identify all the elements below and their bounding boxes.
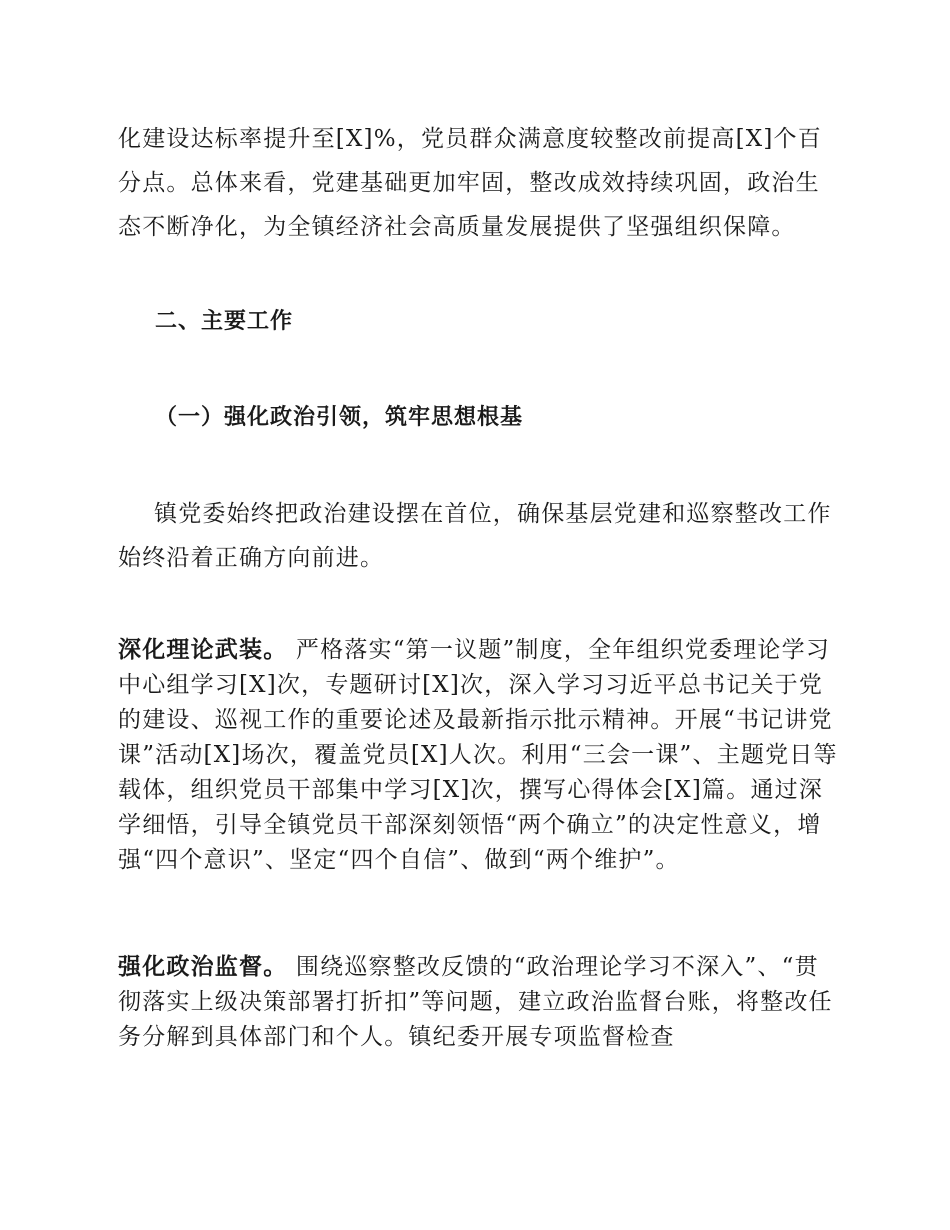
paragraph-political-construction: 镇党委始终把政治建设摆在首位，确保基层党建和巡察整改工作始终沿着正确方向前进。 bbox=[118, 501, 832, 571]
heading-political-leadership: （一）强化政治引领，筑牢思想根基 bbox=[155, 405, 524, 430]
paragraph-lead-supervision: 强化政治监督。 bbox=[118, 954, 288, 980]
paragraph-body-supervision: 围绕巡察整改反馈的“政治理论学习不深入”、“贯彻落实上级决策部署打折扣”等问题，建立政治监督台账，将整改任务分解到具体部门和个人。镇纪委开展专项监督检查 bbox=[118, 954, 833, 1050]
paragraph-body-theory: 严格落实“第一议题”制度，全年组织党委理论学习中心组学习[X]次，专题研讨[X]次，深入学习习近平总书记关于党的建设、巡视工作的重要论述及最新指示批示精神。开展“书记讲党课”活动[X]场次，覆盖党员[X]人次。利用“三会一课”、主题党日等载体，组织党员干部集中学习[X]次，撰写心得体会[X]篇。通过深学细悟，引导全镇党员干部深刻领悟“两个确立”的决定性意义，增强“四个意识”、坚定“四个自信”、做到“两个维护”。 bbox=[118, 637, 838, 873]
paragraph-lead-theory: 深化理论武装。 bbox=[118, 637, 288, 663]
paragraph-political-supervision bbox=[118, 950, 838, 1055]
paragraph-results-summary: 化建设达标率提升至[X]%，党员群众满意度较整改前提高[X]个百分点。总体来看，党建基础更加牢固，整改成效持续巩固，政治生态不断净化，为全镇经济社会高质量发展提供了坚强组织保障。 bbox=[118, 126, 822, 240]
heading-main-work: 二、主要工作 bbox=[155, 309, 294, 334]
paragraph-theory-study bbox=[118, 633, 838, 878]
